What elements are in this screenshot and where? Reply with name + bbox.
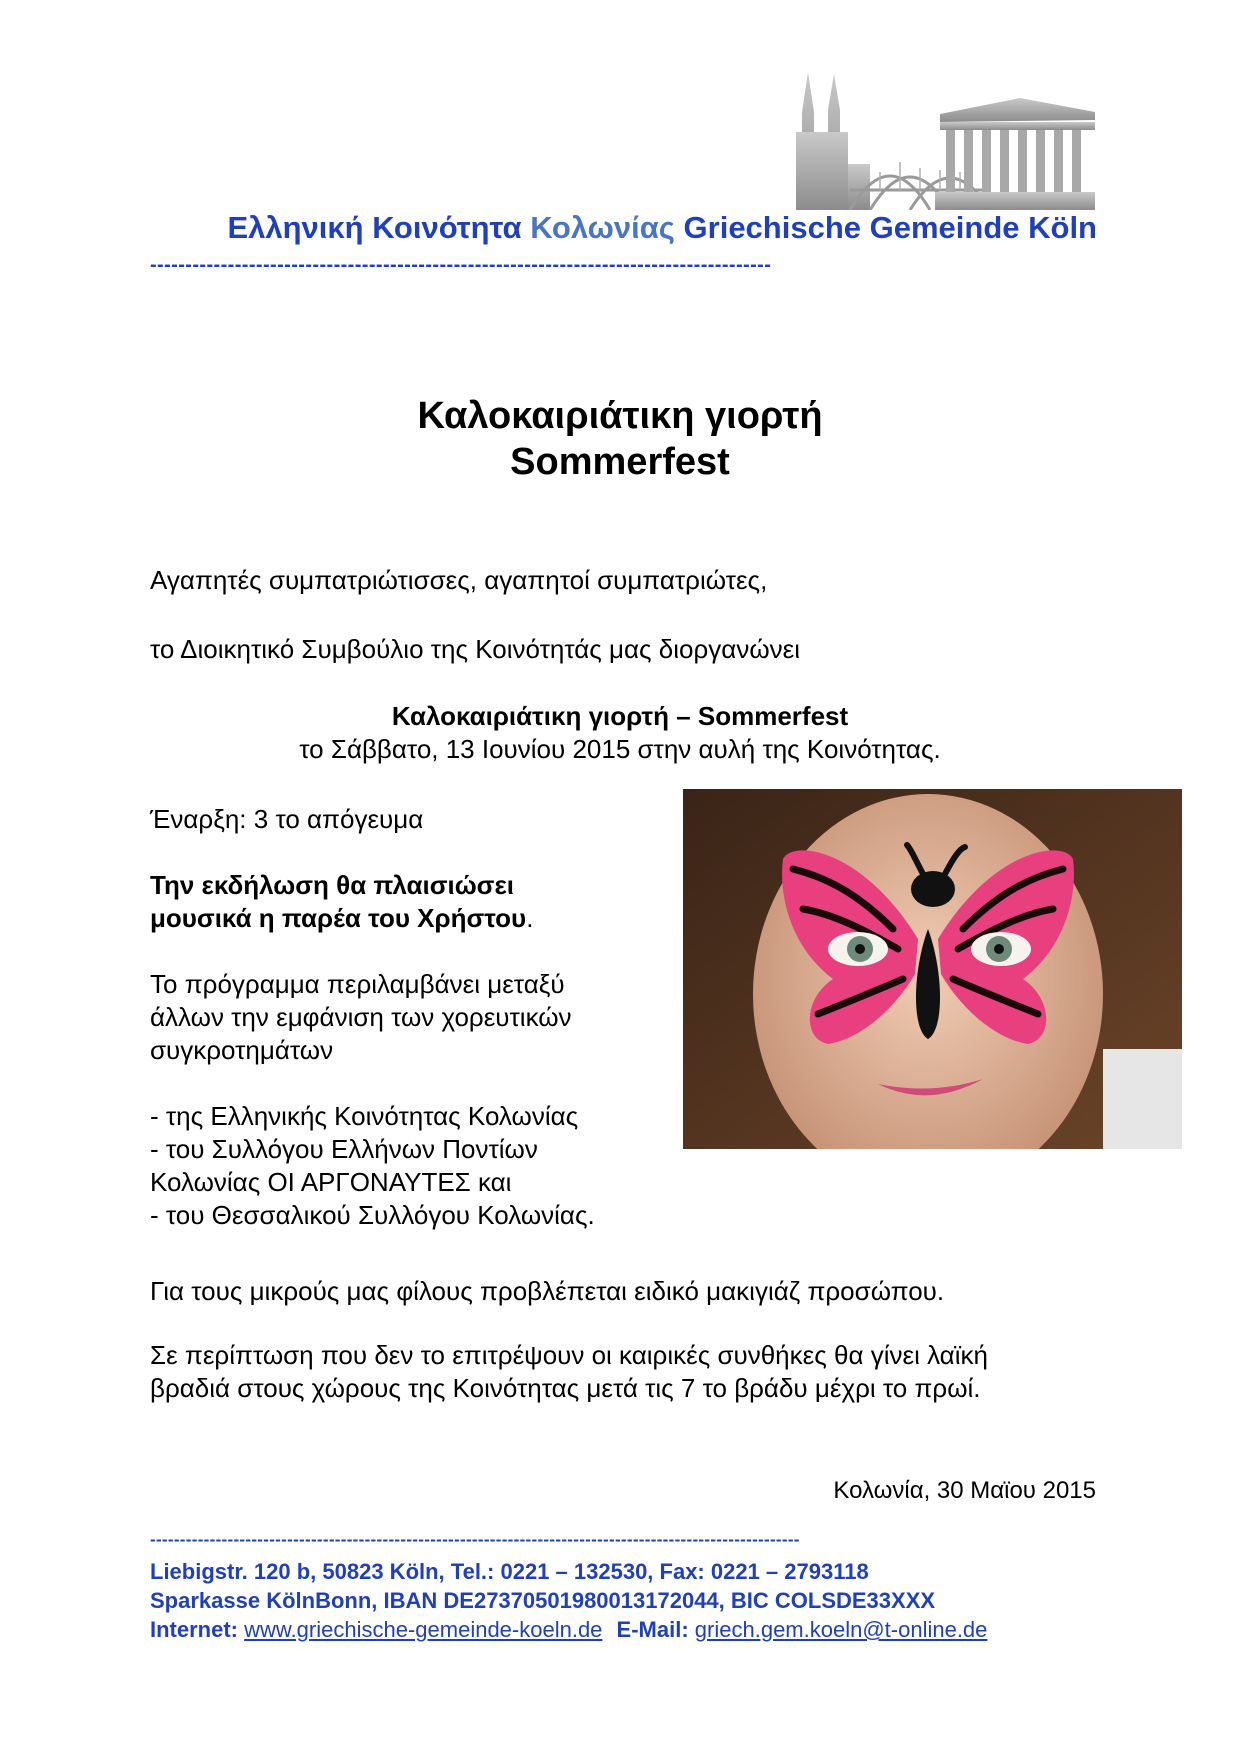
event-name: Καλοκαιριάτικη γιορτή – Sommerfest [391,701,849,731]
event-announcement [0,700,1240,766]
header-divider: ---------------------------------------------------------------------------------------- [150,254,772,276]
kids-makeup-text: Για τους μικρούς μας φίλους προβλέπεται ειδικό μακιγιάζ προσώπου. [150,1276,945,1306]
event-date: το Σάββατο, 13 Ιουνίου 2015 στην αυλή της Κοινότητας. [299,734,941,764]
greeting: Αγαπητές συμπατριώτισσες, αγαπητοί συμπατριώτες, [150,565,768,595]
program-line-2: άλλων την εμφάνιση των χορευτικών [150,1002,572,1032]
footer-bank: Sparkasse KölnBonn, IBAN DE27370501980013172044, BIC COLSDE33XXX [150,1588,936,1613]
music-line-2-text: μουσικά η παρέα του Χρήστου [150,903,527,933]
email-label: E-Mail: [616,1617,689,1642]
org-name-greek-1: Ελληνική Κοινότητα [227,210,522,245]
email-link[interactable]: griech.gem.koeln@t-online.de [694,1617,988,1642]
internet-label: Internet: [150,1617,238,1642]
music-line-1: Την εκδήλωση θα πλαισιώσει [150,870,515,900]
program-line-3: συγκροτημάτων [150,1035,334,1065]
group-item: - της Ελληνικής Κοινότητας Κολωνίας [150,1101,579,1131]
weather-line-1: Σε περίπτωση που δεν το επιτρέψουν οι καιρικές συνθήκες θα γίνει λαϊκή [150,1340,988,1370]
document-date: Κολωνία, 30 Μαϊου 2015 [833,1477,1096,1504]
footer-divider: ------------------------------------------------------------------------------------------------------------- [150,1530,800,1549]
program-line-1: Το πρόγραμμα περιλαμβάνει μεταξύ [150,969,565,999]
music-line-2-period: . [526,903,534,933]
group-item: - του Θεσσαλικού Συλλόγου Κολωνίας. [150,1200,595,1230]
face-painting-photo [683,789,1182,1149]
group-item: - του Συλλόγου Ελλήνων Ποντίων [150,1134,538,1164]
weather-text [150,1339,988,1405]
program-text [150,968,572,1067]
intro-text: το Διοικητικό Συμβούλιο της Κοινότητάς μας διοργανώνει [150,634,800,664]
org-name-german: Griechische Gemeinde Köln [683,210,1097,245]
org-name-greek-2: Κολωνίας [530,210,675,245]
start-time: Έναρξη: 3 το απόγευμα [150,804,424,834]
groups-list [150,1100,595,1232]
title-german: Sommerfest [510,441,730,483]
group-item: Κολωνίας ΟΙ ΑΡΓΟΝΑΥΤΕΣ και [150,1167,512,1197]
title-greek: Καλοκαιριάτικη γιορτή [417,395,823,437]
music-text [150,869,533,935]
logo-cathedral-parthenon [790,72,1095,210]
footer-contact [150,1616,987,1644]
footer-address: Liebigstr. 120 b, 50823 Köln, Tel.: 0221 – 132530, Fax: 0221 – 2793118 [150,1559,869,1584]
website-link[interactable]: www.griechische-gemeinde-koeln.de [244,1617,603,1642]
weather-line-2: βραδιά στους χώρους της Κοινότητας μετά τις 7 το βράδυ μέχρι το πρωί. [150,1373,981,1403]
organization-header [0,210,1097,246]
music-line-2 [150,902,533,935]
page-title [0,393,1240,485]
